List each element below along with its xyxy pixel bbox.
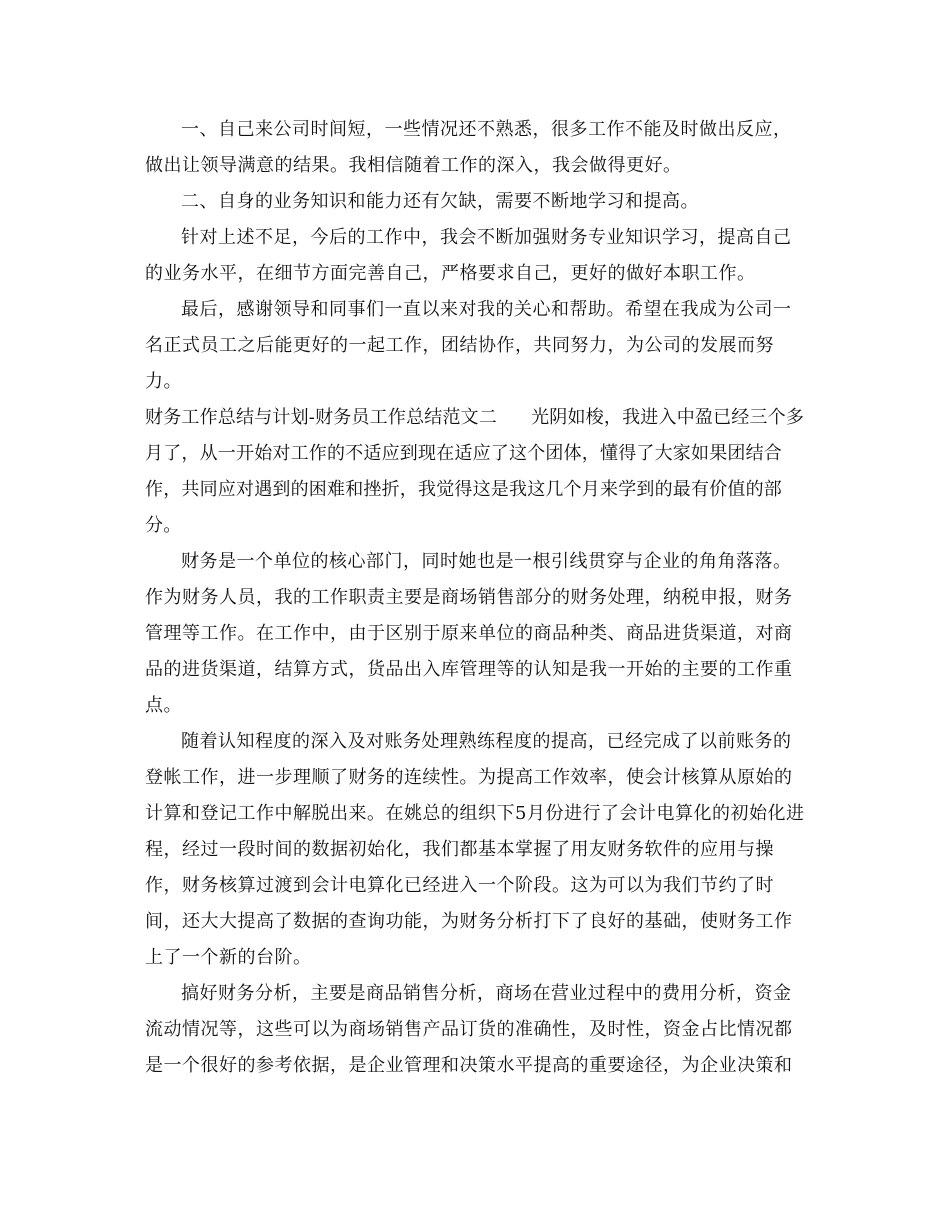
paragraph-2: 二、自身的业务知识和能力还有欠缺，需要不断地学习和提高。	[181, 191, 699, 212]
document-body	[145, 112, 807, 1084]
section-title: 财务工作总结与计划-财务员工作总结范文二	[145, 407, 498, 428]
section-heading-line	[145, 400, 807, 544]
paragraph-8: 搞好财务分析，主要是商品销售分析，商场在营业过程中的费用分析，资金流动情况等，这些可以为商场销售产品订货的准确性，及时性，资金占比情况都是一个很好的参考依据，是企业管理和决策水平提高的重要途径，为企业决策和	[145, 983, 793, 1076]
paragraph-4: 最后，感谢领导和同事们一直以来对我的关心和帮助。希望在我成为公司一名正式员工之后能更好的一起工作，团结协作，共同努力，为公司的发展而努力。	[145, 299, 792, 392]
section-first-text: 光阴如梭，我进入中盈已经三个多月了，从一开始对工作的不适应到现在适应了这个团体，懂得了大家如果团结合作，共同应对遇到的困难和挫折，我觉得这是我这几个月来学到的最有价值的部分。	[145, 407, 805, 536]
paragraph-7: 随着认知程度的深入及对账务处理熟练程度的提高，已经完成了以前账务的登帐工作，进一步理顺了财务的连续性。为提高工作效率，使会计核算从原始的计算和登记工作中解脱出来。在姚总的组织下5月份进行了会计电算化的初始化进程，经过一段时间的数据初始化，我们都基本掌握了用友财务软件的应用与操作，财务核算过渡到会计电算化已经进入一个阶段。这为可以为我们节约了时间，还大大提高了数据的查询功能，为财务分析打下了良好的基础，使财务工作上了一个新的台阶。	[145, 731, 805, 968]
paragraph-6: 财务是一个单位的核心部门，同时她也是一根引线贯穿与企业的角角落落。作为财务人员，我的工作职责主要是商场销售部分的财务处理，纳税申报，财务管理等工作。在工作中，由于区别于原来单位的商品种类、商品进货渠道，对商品的进货渠道，结算方式，货品出入库管理等的认知是我一开始的主要的工作重点。	[145, 551, 793, 716]
paragraph-3: 针对上述不足，今后的工作中，我会不断加强财务专业知识学习，提高自己的业务水平，在细节方面完善自己，严格要求自己，更好的做好本职工作。	[145, 227, 792, 284]
paragraph-1: 一、自己来公司时间短，一些情况还不熟悉，很多工作不能及时做出反应，做出让领导满意的结果。我相信随着工作的深入，我会做得更好。	[145, 119, 792, 176]
